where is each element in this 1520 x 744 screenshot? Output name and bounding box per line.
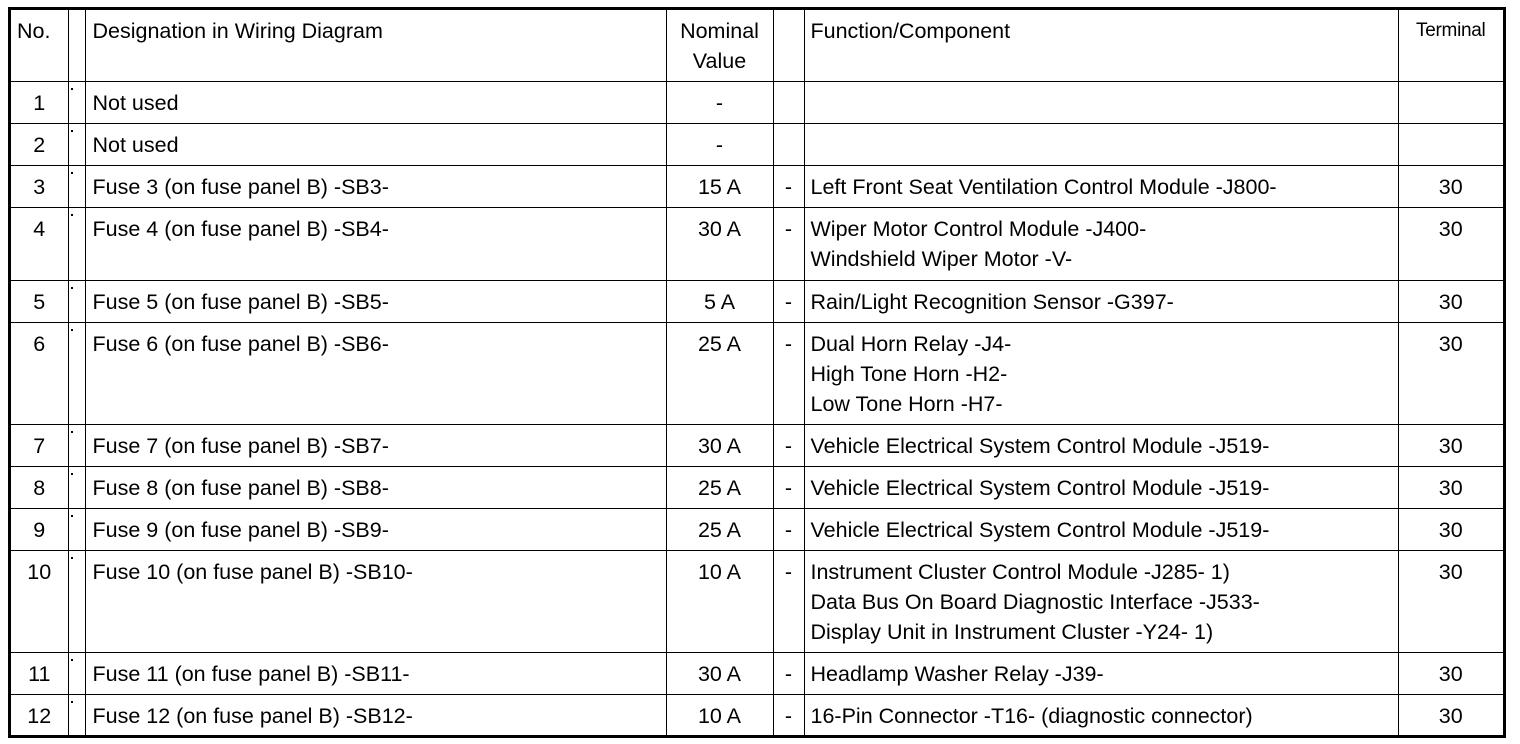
marker-dot [71, 557, 73, 559]
terminal-cell: 30 [1398, 508, 1503, 550]
row-number: 7 [11, 424, 68, 466]
terminal-cell: 30 [1398, 280, 1503, 322]
table-row [11, 694, 1503, 736]
function-component-line: 16-Pin Connector -T16- (diagnostic connector) [810, 703, 1253, 728]
terminal-cell: 30 [1398, 322, 1503, 424]
nominal-value-cell: 10 A [666, 694, 773, 736]
terminal-cell [1398, 81, 1503, 123]
row-marker-cell [68, 165, 85, 207]
terminal-cell [1398, 123, 1503, 165]
function-component-cell [804, 207, 1398, 280]
header-dash-cell [773, 10, 804, 81]
function-component-line: Instrument Cluster Control Module -J285- 1) [810, 559, 1230, 584]
function-component-line: Low Tone Horn -H7- [810, 391, 1003, 416]
table-row [11, 165, 1503, 207]
separator-dash-cell: - [773, 322, 804, 424]
row-marker-cell [68, 280, 85, 322]
nominal-value-cell: 15 A [666, 165, 773, 207]
table-row [11, 652, 1503, 694]
nominal-value-cell: - [666, 81, 773, 123]
row-number: 4 [11, 207, 68, 280]
nominal-value-cell: 10 A [666, 550, 773, 652]
terminal-cell: 30 [1398, 550, 1503, 652]
header-designation: Designation in Wiring Diagram [85, 10, 666, 81]
function-component-line: Vehicle Electrical System Control Module -J519- [810, 517, 1270, 542]
fuse-table [11, 10, 1503, 736]
function-component-cell [804, 550, 1398, 652]
function-component-cell [804, 652, 1398, 694]
marker-dot [71, 214, 73, 216]
marker-dot [71, 172, 73, 174]
designation-cell: Fuse 8 (on fuse panel B) -SB8- [85, 466, 666, 508]
row-number: 1 [11, 81, 68, 123]
row-marker-cell [68, 123, 85, 165]
table-row [11, 466, 1503, 508]
function-component-line: Wiper Motor Control Module -J400- [810, 216, 1147, 241]
header-nominal-value [666, 10, 773, 81]
terminal-cell: 30 [1398, 207, 1503, 280]
row-marker-cell [68, 508, 85, 550]
marker-dot [71, 88, 73, 90]
header-no: No. [11, 10, 68, 81]
row-marker-cell [68, 322, 85, 424]
designation-cell: Not used [85, 81, 666, 123]
row-marker-cell [68, 207, 85, 280]
designation-cell: Fuse 5 (on fuse panel B) -SB5- [85, 280, 666, 322]
nominal-value-cell: - [666, 123, 773, 165]
designation-cell: Not used [85, 123, 666, 165]
function-component-line: Headlamp Washer Relay -J39- [810, 661, 1104, 686]
table-row [11, 81, 1503, 123]
designation-cell: Fuse 3 (on fuse panel B) -SB3- [85, 165, 666, 207]
nominal-value-cell: 30 A [666, 424, 773, 466]
row-number: 9 [11, 508, 68, 550]
function-component-cell [804, 508, 1398, 550]
header-row [11, 10, 1503, 81]
marker-dot [71, 659, 73, 661]
row-number: 8 [11, 466, 68, 508]
function-component-line: Vehicle Electrical System Control Module -J519- [810, 475, 1270, 500]
function-component-line: Windshield Wiper Motor -V- [810, 246, 1073, 271]
table-row [11, 207, 1503, 280]
marker-dot [71, 130, 73, 132]
function-component-line: Left Front Seat Ventilation Control Module -J800- [810, 174, 1277, 199]
nominal-value-cell: 5 A [666, 280, 773, 322]
table-row [11, 550, 1503, 652]
terminal-cell: 30 [1398, 165, 1503, 207]
row-marker-cell [68, 694, 85, 736]
designation-cell: Fuse 6 (on fuse panel B) -SB6- [85, 322, 666, 424]
designation-cell: Fuse 10 (on fuse panel B) -SB10- [85, 550, 666, 652]
function-component-cell [804, 424, 1398, 466]
designation-cell: Fuse 11 (on fuse panel B) -SB11- [85, 652, 666, 694]
designation-cell: Fuse 12 (on fuse panel B) -SB12- [85, 694, 666, 736]
function-component-line: High Tone Horn -H2- [810, 361, 1008, 386]
nominal-value-cell: 25 A [666, 466, 773, 508]
marker-dot [71, 515, 73, 517]
row-number: 2 [11, 123, 68, 165]
function-component-line: Dual Horn Relay -J4- [810, 331, 1012, 356]
function-component-cell [804, 322, 1398, 424]
row-marker-cell [68, 424, 85, 466]
marker-dot [71, 701, 73, 703]
header-marker-cell [68, 10, 85, 81]
row-number: 6 [11, 322, 68, 424]
row-marker-cell [68, 652, 85, 694]
separator-dash-cell: - [773, 424, 804, 466]
table-row [11, 123, 1503, 165]
separator-dash-cell: - [773, 207, 804, 280]
table-row [11, 424, 1503, 466]
separator-dash-cell: - [773, 652, 804, 694]
nominal-value-cell: 25 A [666, 508, 773, 550]
function-component-cell [804, 694, 1398, 736]
header-function: Function/Component [804, 10, 1398, 81]
designation-cell: Fuse 4 (on fuse panel B) -SB4- [85, 207, 666, 280]
row-number: 10 [11, 550, 68, 652]
terminal-cell: 30 [1398, 466, 1503, 508]
separator-dash-cell: - [773, 165, 804, 207]
marker-dot [71, 287, 73, 289]
marker-dot [71, 431, 73, 433]
function-component-cell [804, 81, 1398, 123]
nominal-value-cell: 30 A [666, 652, 773, 694]
row-number: 3 [11, 165, 68, 207]
function-component-line: Vehicle Electrical System Control Module -J519- [810, 433, 1270, 458]
separator-dash-cell: - [773, 466, 804, 508]
row-number: 11 [11, 652, 68, 694]
function-component-line: Data Bus On Board Diagnostic Interface -J533- [810, 589, 1260, 614]
separator-dash-cell: - [773, 508, 804, 550]
separator-dash-cell: - [773, 550, 804, 652]
function-component-line: Rain/Light Recognition Sensor -G397- [810, 289, 1174, 314]
separator-dash-cell [773, 81, 804, 123]
row-number: 5 [11, 280, 68, 322]
marker-dot [71, 473, 73, 475]
nominal-value-cell: 25 A [666, 322, 773, 424]
function-component-cell [804, 123, 1398, 165]
row-number: 12 [11, 694, 68, 736]
function-component-cell [804, 280, 1398, 322]
separator-dash-cell [773, 123, 804, 165]
table-row [11, 322, 1503, 424]
separator-dash-cell: - [773, 694, 804, 736]
function-component-line: Display Unit in Instrument Cluster -Y24- 1) [810, 619, 1214, 644]
table-row [11, 280, 1503, 322]
row-marker-cell [68, 466, 85, 508]
function-component-cell [804, 165, 1398, 207]
fuse-table-sheet [8, 7, 1506, 738]
header-terminal: Terminal [1398, 10, 1503, 81]
marker-dot [71, 329, 73, 331]
designation-cell: Fuse 9 (on fuse panel B) -SB9- [85, 508, 666, 550]
nominal-value-cell: 30 A [666, 207, 773, 280]
terminal-cell: 30 [1398, 694, 1503, 736]
table-body [11, 10, 1503, 736]
row-marker-cell [68, 81, 85, 123]
terminal-cell: 30 [1398, 424, 1503, 466]
designation-cell: Fuse 7 (on fuse panel B) -SB7- [85, 424, 666, 466]
row-marker-cell [68, 550, 85, 652]
function-component-cell [804, 466, 1398, 508]
table-row [11, 508, 1503, 550]
header-nominal-line1: Nominal [680, 19, 759, 43]
separator-dash-cell: - [773, 280, 804, 322]
terminal-cell: 30 [1398, 652, 1503, 694]
header-nominal-line2: Value [692, 49, 747, 73]
